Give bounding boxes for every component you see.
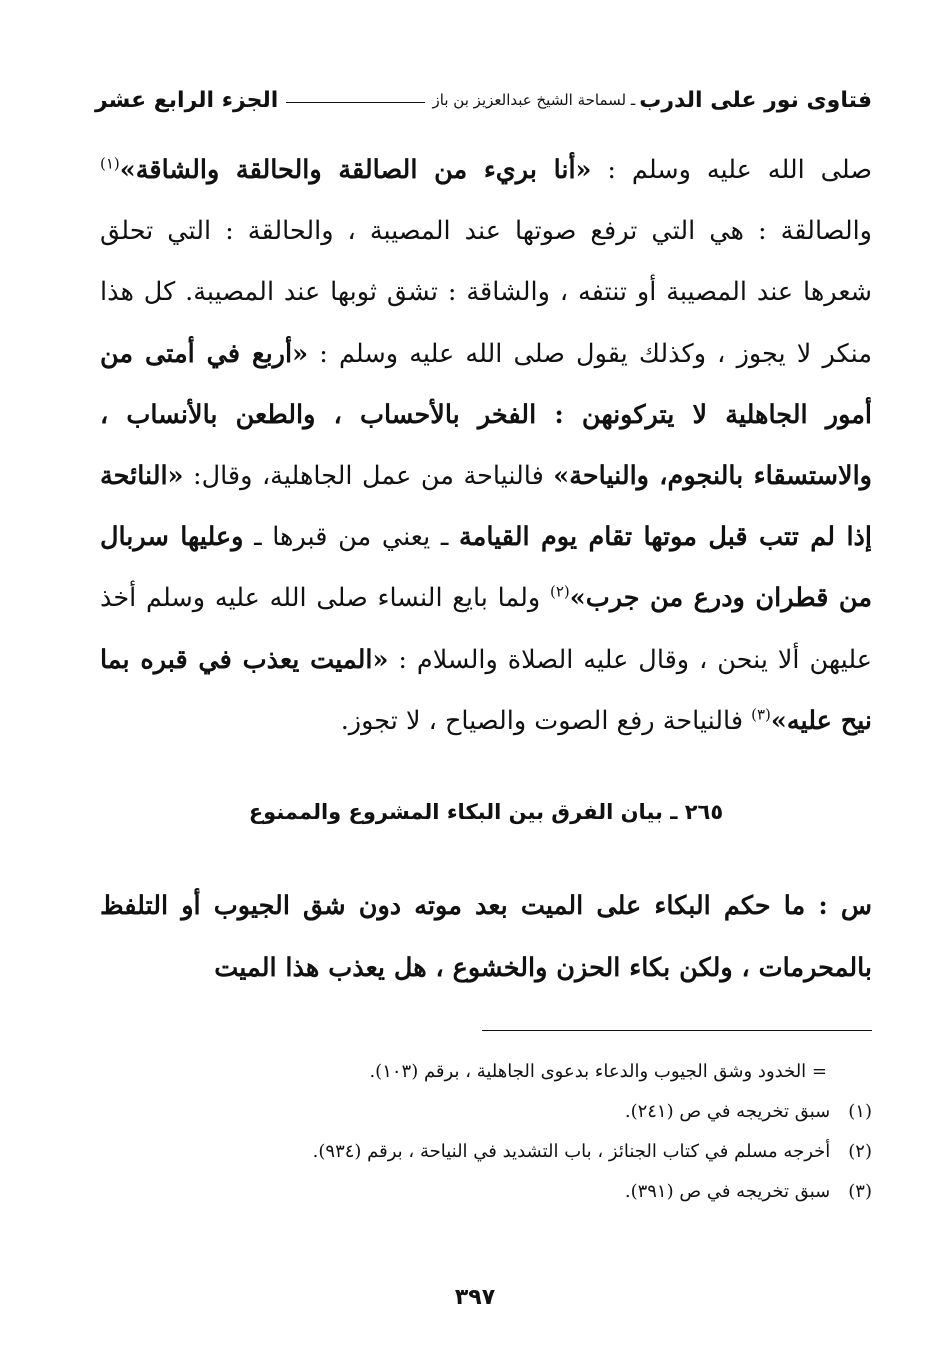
- body-text-segment: فالنياحة من عمل الجاهلية، وقال:: [183, 461, 554, 492]
- footnote-continuation: = الخدود وشق الجيوب والدعاء بدعوى الجاهلية ، برقم (١٠٣).: [369, 1061, 827, 1082]
- footnote-ref: (١): [100, 154, 120, 173]
- hadith-quote: «النائحة إذا لم تتب قبل موتها تقام يوم القيامة: [100, 461, 872, 553]
- body-paragraph: [100, 140, 872, 752]
- running-header: [95, 80, 872, 120]
- footnote-item: [100, 1132, 872, 1172]
- body-text-segment: صلى الله عليه وسلم :: [591, 155, 872, 185]
- footnote-item: [100, 1092, 872, 1132]
- volume-label: الجزء الرابع عشر: [95, 87, 279, 113]
- section-heading: ٢٦٥ ـ بيان الفرق بين البكاء المشروع والممنوع: [248, 800, 724, 824]
- question-text: س : ما حكم البكاء على الميت بعد موته دون شق الجيوب أو التلفظ بالمحرمات ، ولكن بكاء الحزن والخشوع ، هل يعذب هذا الميت: [100, 891, 872, 983]
- footnote-number: (٣): [848, 1181, 872, 1202]
- footnote-item: [100, 1172, 872, 1212]
- footnote-separator: [482, 1030, 872, 1031]
- body-text-segment: فالنياحة رفع الصوت والصياح ، لا تجوز.: [340, 705, 752, 736]
- book-title: فتاوى نور على الدرب: [639, 87, 872, 113]
- body-text-segment: ولما بايع النساء صلى الله عليه وسلم أخذ عليهن ألا ينحن ، وقال عليه الصلاة والسلام :: [100, 583, 873, 675]
- footnote-text: أخرجه مسلم في كتاب الجنائز ، باب التشديد في النياحة ، برقم (٩٣٤).: [312, 1141, 831, 1162]
- footnote-text: سبق تخريجه في ص (٣٩١).: [624, 1181, 831, 1202]
- header-rule: [286, 102, 424, 103]
- hadith-quote: «أنا بريء من الصالقة والحالقة والشاقة»: [119, 155, 592, 185]
- author-name: ـ لسماحة الشيخ عبدالعزيز بن باز: [432, 91, 636, 109]
- hadith-quote: «أربع في أمتى من أمور الجاهلية لا يتركونهن : الفخر بالأحساب ، والطعن بالأنساب ، والاستسقاء بالنجوم، والنياحة»: [100, 338, 872, 492]
- hadith-quote: «الميت يعذب في قبره بما نيح عليه»: [100, 644, 872, 736]
- footnote-ref: (٣): [751, 705, 771, 724]
- hadith-quote: وعليها سربال من قطران ودرع من جرب»: [100, 522, 872, 614]
- footnote-number: (٢): [848, 1141, 872, 1162]
- footnotes: [100, 1052, 872, 1212]
- footnote-ref: (٢): [549, 582, 570, 601]
- body-text-segment: والصالقة : هي التي ترفع صوتها عند المصيبة ، والحالقة : التي تحلق شعرها عند المصيبة أو تنتفه ، والشاقة : تشق ثوبها عند المصيبة. كل هذا منكر لا يجوز ، وكذلك يقول صلى الله عليه وسلم :: [100, 216, 872, 369]
- footnote-text: سبق تخريجه في ص (٢٤١).: [624, 1101, 831, 1122]
- page-number: ٣٩٧: [454, 1285, 496, 1310]
- footnote-number: (١): [848, 1101, 872, 1122]
- body-text-segment: ـ يعني من قبرها ـ: [243, 522, 460, 553]
